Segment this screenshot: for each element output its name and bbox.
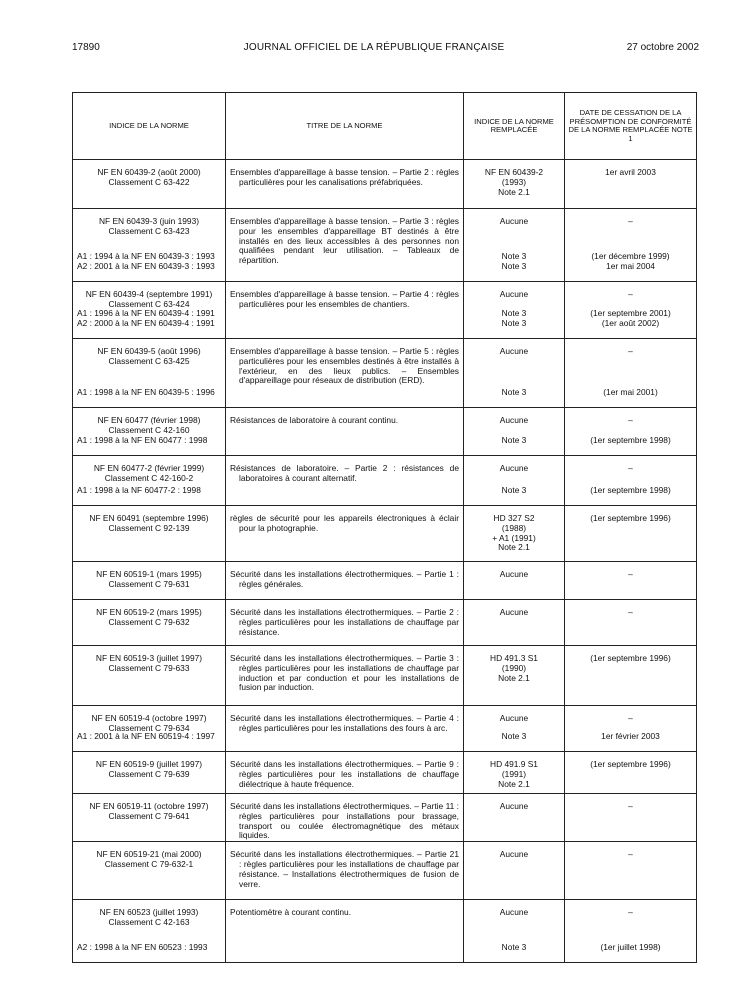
cessation-date [565, 456, 696, 495]
replaced-norm-cell [464, 408, 565, 456]
norm-index [73, 408, 225, 445]
cessation-date [565, 339, 696, 397]
norm-title-cell [226, 408, 464, 456]
norm-title-cell [226, 456, 464, 506]
norm-index-cell [73, 900, 226, 963]
column-header-replaced-norm: INDICE DE LA NORME REMPLACÉE [464, 93, 565, 160]
norm-amendment: A1 : 2001 à la NF EN 60519-4 : 1997 [77, 731, 215, 741]
norm-title [226, 209, 463, 266]
replaced-norm [464, 646, 564, 683]
cessation-date-cell [565, 456, 697, 506]
replaced-norm-note: Note 3 [501, 308, 527, 318]
cessation-date-cell [565, 408, 697, 456]
table-row [73, 506, 697, 562]
cessation-date-main: 1er avril 2003 [605, 167, 656, 177]
replaced-norm-line: Aucune [499, 849, 529, 860]
norm-reference: NF EN 60439-5 (août 1996) [97, 346, 201, 356]
norm-title-cell [226, 646, 464, 706]
norm-index-cell [73, 646, 226, 706]
cessation-date-cell [565, 160, 697, 209]
replaced-norm-cell [464, 706, 565, 752]
norm-title-text: Sécurité dans les installations électrothermiques. – Partie 3 : règles particulières pour les installations de chauffage par induction et par conduction et pour les installations de fusion par induction. [230, 653, 459, 693]
replaced-norm-cell [464, 160, 565, 209]
norm-amendment: A2 : 2001 à la NF EN 60439-3 : 1993 [77, 260, 215, 271]
table-row [73, 600, 697, 646]
norm-index-cell [73, 456, 226, 506]
cessation-date [565, 506, 696, 524]
cessation-date [565, 752, 696, 770]
norm-title [226, 339, 463, 386]
norm-title [226, 456, 463, 484]
replaced-norm-cell [464, 562, 565, 600]
table-row [73, 408, 697, 456]
norm-reference: NF EN 60523 (juillet 1993) [99, 907, 199, 918]
cessation-date [565, 408, 696, 445]
table-row [73, 842, 697, 900]
cessation-date-cell [565, 600, 697, 646]
norm-classification: Classement C 79-639 [108, 768, 190, 779]
norm-amendment: A1 : 1998 à la NF EN 60477 : 1998 [77, 435, 208, 445]
cessation-date-amendment: (1er septembre 2001) [590, 308, 671, 318]
page-number: 17890 [72, 42, 100, 53]
replaced-norm-line: (1991) [501, 768, 527, 779]
cessation-date-amendment: 1er février 2003 [601, 731, 660, 741]
replaced-norm-note: Note 3 [501, 317, 527, 328]
column-header-cessation-date: DATE DE CESSATION DE LA PRÉSOMPTION DE CONFORMITÉ DE LA NORME REMPLACÉE NOTE 1 [565, 93, 697, 160]
norm-index [73, 752, 225, 780]
cessation-date-main: – [628, 463, 633, 473]
norm-classification: Classement C 79-632-1 [104, 858, 194, 869]
norm-index-cell [73, 706, 226, 752]
norm-title-cell [226, 209, 464, 282]
replaced-norm [464, 562, 564, 580]
cessation-date-cell [565, 506, 697, 562]
norm-title-cell [226, 160, 464, 209]
cessation-date [565, 646, 696, 664]
norm-classification: Classement C 42-160 [108, 424, 190, 435]
norm-index [73, 706, 225, 741]
norm-reference: NF EN 60439-3 (juin 1993) [98, 216, 200, 226]
norm-title-cell [226, 842, 464, 900]
cessation-date [565, 282, 696, 328]
replaced-norm [464, 842, 564, 860]
table-row [73, 900, 697, 963]
norm-reference: NF EN 60439-4 (septembre 1991) [85, 289, 213, 299]
norm-index [73, 506, 225, 534]
norm-title-cell [226, 506, 464, 562]
norm-reference: NF EN 60477 (février 1998) [97, 415, 201, 425]
norm-amendment: A1 : 1996 à la NF EN 60439-4 : 1991 [77, 308, 215, 318]
norm-reference: NF EN 60519-9 (juillet 1997) [95, 759, 203, 769]
replaced-norm-note: Note 3 [501, 260, 527, 271]
cessation-date-cell [565, 646, 697, 706]
norm-reference: NF EN 60491 (septembre 1996) [89, 513, 209, 523]
cessation-date-main: – [628, 569, 633, 579]
issue-date: 27 octobre 2002 [626, 42, 699, 53]
table-row [73, 160, 697, 209]
cessation-date-main: (1er septembre 1996) [590, 759, 671, 769]
norm-amendment: A2 : 2000 à la NF EN 60439-4 : 1991 [77, 317, 215, 328]
norm-title [226, 842, 463, 889]
norm-index-cell [73, 506, 226, 562]
norm-reference: NF EN 60439-2 (août 2000) [97, 167, 201, 177]
norm-index-cell [73, 794, 226, 842]
replaced-norm-line: Aucune [499, 907, 529, 918]
column-header-norm-index: INDICE DE LA NORME [73, 93, 226, 160]
replaced-norm-line: (1988) [501, 522, 527, 533]
norm-reference: NF EN 60519-11 (octobre 1997) [89, 801, 209, 811]
replaced-norm-note: Note 3 [501, 731, 527, 741]
cessation-date-cell [565, 282, 697, 339]
norm-classification: Classement C 92-139 [108, 522, 190, 533]
norms-table [72, 92, 697, 963]
norm-classification: Classement C 79-641 [108, 810, 190, 821]
replaced-norm-cell [464, 752, 565, 794]
replaced-norm-line: Aucune [499, 569, 529, 579]
replaced-norm [464, 794, 564, 812]
norm-index [73, 562, 225, 590]
norm-amendment: A1 : 1994 à la NF EN 60439-3 : 1993 [77, 251, 215, 261]
norm-index [73, 456, 225, 495]
norm-reference: NF EN 60519-1 (mars 1995) [96, 569, 202, 579]
replaced-norm-line: Note 2.1 [498, 778, 530, 789]
cessation-date [565, 160, 696, 178]
replaced-norm-cell [464, 842, 565, 900]
table-row [73, 339, 697, 408]
cessation-date-amendment: (1er septembre 1998) [590, 485, 671, 495]
replaced-norm-cell [464, 282, 565, 339]
norm-index-cell [73, 160, 226, 209]
table-row [73, 209, 697, 282]
replaced-norm [464, 160, 564, 197]
cessation-date-amendment: 1er mai 2004 [606, 260, 655, 271]
norm-index-cell [73, 842, 226, 900]
column-header-norm-title: TITRE DE LA NORME [226, 93, 464, 160]
norm-index [73, 842, 225, 870]
norm-reference: NF EN 60477-2 (février 1999) [93, 463, 205, 473]
table-row [73, 706, 697, 752]
replaced-norm-cell [464, 209, 565, 282]
cessation-date [565, 706, 696, 741]
norm-title-cell [226, 900, 464, 963]
replaced-norm [464, 600, 564, 618]
replaced-norm-line: NF EN 60439-2 [484, 167, 544, 177]
norm-index-cell [73, 339, 226, 408]
norm-index [73, 794, 225, 822]
replaced-norm [464, 339, 564, 397]
norm-title-text: Potentiomètre à courant continu. [230, 907, 352, 918]
cessation-date-amendment: (1er septembre 1998) [590, 435, 671, 445]
norm-index [73, 600, 225, 628]
cessation-date-cell [565, 209, 697, 282]
replaced-norm [464, 282, 564, 328]
norm-title-text: Sécurité dans les installations électrothermiques. – Partie 11 : règles particulières pour installations pour brassage, transport ou coulée électromagnétique des métaux liquides. [230, 801, 459, 841]
replaced-norm-cell [464, 339, 565, 408]
norm-classification: Classement C 63-423 [108, 225, 190, 236]
cessation-date [565, 209, 696, 271]
cessation-date-main: (1er septembre 1996) [590, 513, 671, 523]
norm-index [73, 900, 225, 953]
norm-reference: NF EN 60519-4 (octobre 1997) [91, 713, 207, 723]
norm-title-text: Résistances de laboratoire. – Partie 2 : résistances de laboratoires à courant alternatif. [230, 463, 459, 483]
replaced-norm [464, 209, 564, 271]
norm-title [226, 794, 463, 841]
table-row [73, 646, 697, 706]
norm-reference: NF EN 60519-3 (juillet 1997) [95, 653, 203, 663]
cessation-date-cell [565, 706, 697, 752]
norm-title-cell [226, 339, 464, 408]
cessation-date-main: (1er septembre 1996) [590, 653, 671, 663]
replaced-norm-cell [464, 794, 565, 842]
cessation-date-main: – [628, 713, 633, 723]
cessation-date-main: – [628, 346, 633, 356]
norm-title [226, 752, 463, 789]
norm-title [226, 600, 463, 637]
norm-amendment: A1 : 1998 à la NF EN 60439-5 : 1996 [77, 387, 215, 397]
replaced-norm-cell [464, 900, 565, 963]
replaced-norm-line: HD 491.3 S1 [490, 653, 538, 663]
norm-index [73, 339, 225, 397]
replaced-norm [464, 706, 564, 741]
norm-title-text: Sécurité dans les installations électrothermiques. – Partie 4 : règles particulières pour les installations des fours à arc. [230, 713, 459, 733]
norm-index-cell [73, 562, 226, 600]
replaced-norm [464, 456, 564, 495]
journal-title: JOURNAL OFFICIEL DE LA RÉPUBLIQUE FRANÇAISE [243, 42, 505, 53]
norm-title-cell [226, 600, 464, 646]
norm-classification: Classement C 63-422 [108, 176, 190, 187]
norm-title [226, 900, 463, 918]
norm-index [73, 282, 225, 328]
replaced-norm-line: HD 491.9 S1 [490, 759, 538, 769]
cessation-date-main: – [628, 801, 633, 811]
replaced-norm-cell [464, 506, 565, 562]
cessation-date-main: – [628, 289, 633, 299]
cessation-date [565, 600, 696, 618]
norm-title-text: Résistances de laboratoire à courant continu. [230, 415, 399, 425]
norm-index-cell [73, 209, 226, 282]
norm-reference: NF EN 60519-2 (mars 1995) [96, 607, 202, 617]
norm-title [226, 282, 463, 310]
replaced-norm-line: Aucune [499, 607, 529, 617]
cessation-date [565, 794, 696, 812]
replaced-norm-line: Aucune [499, 216, 529, 226]
norm-title [226, 646, 463, 693]
norm-index-cell [73, 600, 226, 646]
replaced-norm-note: Note 3 [501, 251, 527, 261]
norm-title-text: Ensembles d'appareillage à basse tension. – Partie 3 : règles pour les ensembles d'appareillage BT destinés à être installés en des lieux accessibles à des personnes non qualifiées pendant leur utilisation. – Tableaux de répartition. [230, 216, 459, 266]
norm-title-cell [226, 794, 464, 842]
replaced-norm-note: Note 3 [501, 485, 527, 495]
replaced-norm-cell [464, 600, 565, 646]
replaced-norm [464, 506, 564, 553]
norm-index [73, 209, 225, 271]
norm-title-text: Ensembles d'appareillage à basse tension. – Partie 4 : règles particulières pour les ensembles de chantiers. [230, 289, 459, 309]
cessation-date-amendment: (1er juillet 1998) [600, 942, 661, 953]
norm-title-cell [226, 282, 464, 339]
norm-amendment: A2 : 1998 à la NF EN 60523 : 1993 [77, 942, 208, 953]
cessation-date-cell [565, 900, 697, 963]
cessation-date-main: – [628, 849, 633, 860]
cessation-date-amendment: (1er mai 2001) [603, 387, 658, 397]
norm-index-cell [73, 752, 226, 794]
replaced-norm-line: Aucune [499, 801, 529, 811]
replaced-norm-line: Note 2.1 [498, 542, 530, 553]
replaced-norm-line: (1993) [501, 176, 527, 187]
cessation-date-cell [565, 752, 697, 794]
cessation-date-main: – [628, 607, 633, 617]
replaced-norm-line: Aucune [499, 713, 529, 723]
table-row [73, 282, 697, 339]
replaced-norm-cell [464, 456, 565, 506]
norm-title [226, 506, 463, 534]
table-row [73, 562, 697, 600]
replaced-norm-line: Aucune [499, 415, 529, 425]
norm-classification: Classement C 79-634 [108, 722, 190, 733]
norm-classification: Classement C 42-163 [108, 916, 190, 927]
replaced-norm-note: Note 3 [501, 435, 527, 445]
norm-classification: Classement C 63-425 [108, 355, 190, 366]
norm-title [226, 706, 463, 734]
norm-classification: Classement C 42-160-2 [104, 472, 194, 483]
norm-index [73, 160, 225, 188]
cessation-date-cell [565, 562, 697, 600]
replaced-norm-line: + A1 (1991) [492, 532, 536, 543]
replaced-norm-line: Note 2.1 [498, 672, 530, 683]
replaced-norm-line: (1990) [501, 662, 527, 673]
norm-title [226, 562, 463, 590]
norm-title [226, 160, 463, 188]
cessation-date [565, 900, 696, 953]
cessation-date [565, 562, 696, 580]
norm-reference: NF EN 60519-21 (mai 2000) [96, 849, 202, 860]
replaced-norm [464, 900, 564, 953]
norm-title-cell [226, 562, 464, 600]
norm-amendment: A1 : 1998 à la NF 60477-2 : 1998 [77, 485, 201, 495]
replaced-norm [464, 408, 564, 445]
cessation-date-main: – [628, 216, 633, 226]
norm-title [226, 408, 463, 426]
norm-title-text: Sécurité dans les installations électrothermiques. – Partie 9 : règles particulières pour les installations de chauffage diélectrique à haute fréquence. [230, 759, 459, 789]
cessation-date-cell [565, 842, 697, 900]
replaced-norm-line: HD 327 S2 [493, 513, 535, 523]
norm-index-cell [73, 282, 226, 339]
table-header-row [73, 93, 697, 160]
cessation-date [565, 842, 696, 860]
replaced-norm-note: Note 3 [501, 387, 527, 397]
replaced-norm-line: Aucune [499, 346, 529, 356]
table-row [73, 794, 697, 842]
replaced-norm-line: Aucune [499, 289, 529, 299]
norm-index [73, 646, 225, 674]
norm-title-cell [226, 752, 464, 794]
norm-title-text: Sécurité dans les installations électrothermiques. – Partie 2 : règles particulières pour les installations de chauffage par résistance. [230, 607, 459, 637]
norm-classification: Classement C 79-632 [108, 616, 190, 627]
replaced-norm-line: Aucune [499, 463, 529, 473]
cessation-date-amendment: (1er août 2002) [601, 317, 660, 328]
table-body [73, 160, 697, 963]
cessation-date-cell [565, 794, 697, 842]
norm-classification: Classement C 63-424 [108, 298, 190, 309]
norm-title-text: Ensembles d'appareillage à basse tension. – Partie 2 : règles particulières pour les canalisations préfabriquées. [230, 167, 459, 187]
cessation-date-main: – [628, 907, 633, 918]
table-row [73, 752, 697, 794]
norm-title-text: Sécurité dans les installations électrothermiques. – Partie 21 : règles particulières pour les installations de chauffage par résistance. – Installations électrothermiques de fusion de verre. [230, 849, 459, 889]
norm-classification: Classement C 79-633 [108, 662, 190, 673]
replaced-norm-note: Note 3 [501, 942, 527, 953]
norm-title-cell [226, 706, 464, 752]
replaced-norm [464, 752, 564, 789]
replaced-norm-line: Note 2.1 [498, 186, 530, 197]
norm-classification: Classement C 79-631 [108, 578, 190, 589]
norm-index-cell [73, 408, 226, 456]
replaced-norm-cell [464, 646, 565, 706]
norm-title-text: Ensembles d'appareillage à basse tension. – Partie 5 : règles particulières pour les ensembles destinés à être installés à l'extérieur, en des lieux publics. – Ensembles d'appareillage pour réseaux de distribution (ERD). [230, 346, 459, 386]
cessation-date-main: – [628, 415, 633, 425]
norm-title-text: Sécurité dans les installations électrothermiques. – Partie 1 : règles générales. [230, 569, 459, 589]
norm-title-text: règles de sécurité pour les appareils électroniques à éclair pour la photographie. [230, 513, 459, 533]
cessation-date-cell [565, 339, 697, 408]
cessation-date-amendment: (1er décembre 1999) [591, 251, 670, 261]
table-row [73, 456, 697, 506]
